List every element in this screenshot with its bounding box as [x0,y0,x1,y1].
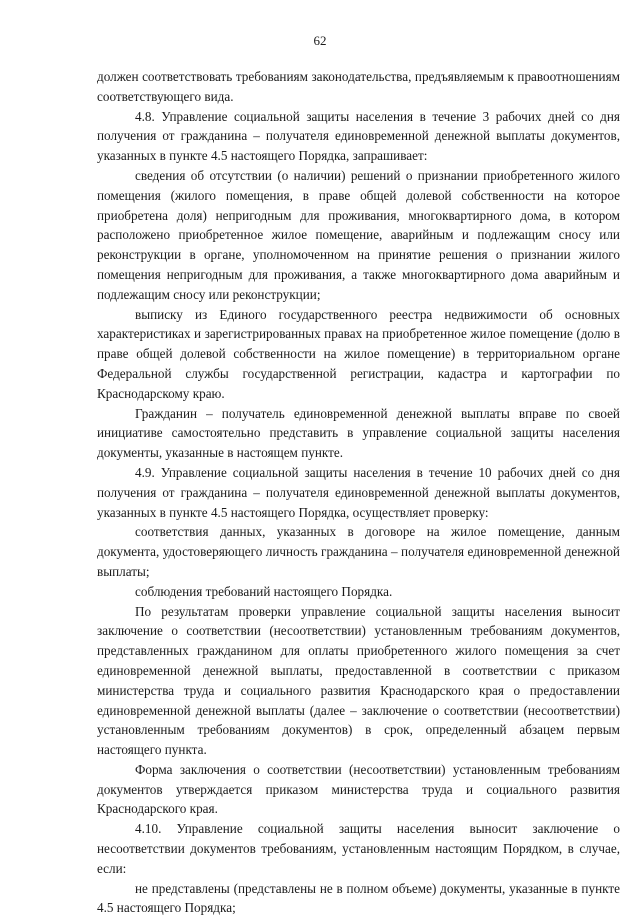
paragraph-4-10: 4.10. Управление социальной защиты населения выносит заключение о несоответствии документов требованиям, установленным настоящим Порядком, в случае, если: [97,821,620,876]
paragraph-requirements-check: соблюдения требований настоящего Порядка. [135,583,393,599]
paragraph-continuation: должен соответствовать требованиям законодательства, предъявляемым к правоотношениям соответствующего вида. [97,69,620,104]
paragraph-documents-missing: не представлены (представлены не в полном объеме) документы, указанные в пункте 4.5 настоящего Порядка; [97,880,620,916]
paragraph-check-results: По результатам проверки управление социальной защиты населения выносит заключение о соответствии (несоответствии) установленным требованиям документов, представленных гражданином для оплаты приобретенного жилого помещения за счет единовременной денежной выплаты, предоставленной в соответствии с приказом министерства труда и социального развития Краснодарского края о предоставлении единовременной денежной выплаты (далее – заключение о соответствии (несоответствии) установленным требованиям документов) в срок, определенный абзацем первым настоящего пункта. [97,603,620,758]
paragraph-citizen-initiative: Гражданин – получатель единовременной денежной выплаты вправе по своей инициативе самостоятельно представить в управление социальной защиты населения документы, указанные в настоящем пункте. [97,405,620,461]
paragraph-4-8: 4.8. Управление социальной защиты населения в течение 3 рабочих дней со дня получения от гражданина – получателя единовременной денежной выплаты документов, указанных в пункте 4.5 настоящего Порядка, запрашивает: [97,108,620,164]
paragraph-info-decisions: сведения об отсутствии (о наличии) решений о признании приобретенного жилого помещения (жилого помещения, в праве общей долевой собственности на которое приобретена доля) непригодным для проживания, многоквартирного дома, в котором расположено приобретенное жилое помещение, аварийным и подлежащим сносу или реконструкции в органе, уполномоченном на принятие решения о признании жилого помещения непригодным для проживания, а также многоквартирного дома аварийным и подлежащим сносу или реконструкции; [97,167,620,302]
page-number: 62 [313,33,327,48]
document-body [97,67,620,918]
paragraph-registry-extract: выписку из Единого государственного реестра недвижимости об основных характеристиках и зарегистрированных правах на приобретенное жилое помещение (долю в праве общей долевой собственности на жилое помещение) в территориальном органе Федеральной службы государственной регистрации, кадастра и картографии по Краснодарскому краю. [97,306,620,401]
paragraph-conclusion-form: Форма заключения о соответствии (несоответствии) установленным требованиям документов утверждается приказом министерства труда и социального развития Краснодарского края. [97,761,620,817]
paragraph-data-check: соответствия данных, указанных в договоре на жилое помещение, данным документа, удостоверяющего личность гражданина – получателя единовременной денежной выплаты; [97,524,620,579]
paragraph-4-9: 4.9. Управление социальной защиты населения в течение 10 рабочих дней со дня получения от гражданина – получателя единовременной денежной выплаты документов, указанных в пункте 4.5 настоящего Порядка, осуществляет проверку: [97,464,620,520]
